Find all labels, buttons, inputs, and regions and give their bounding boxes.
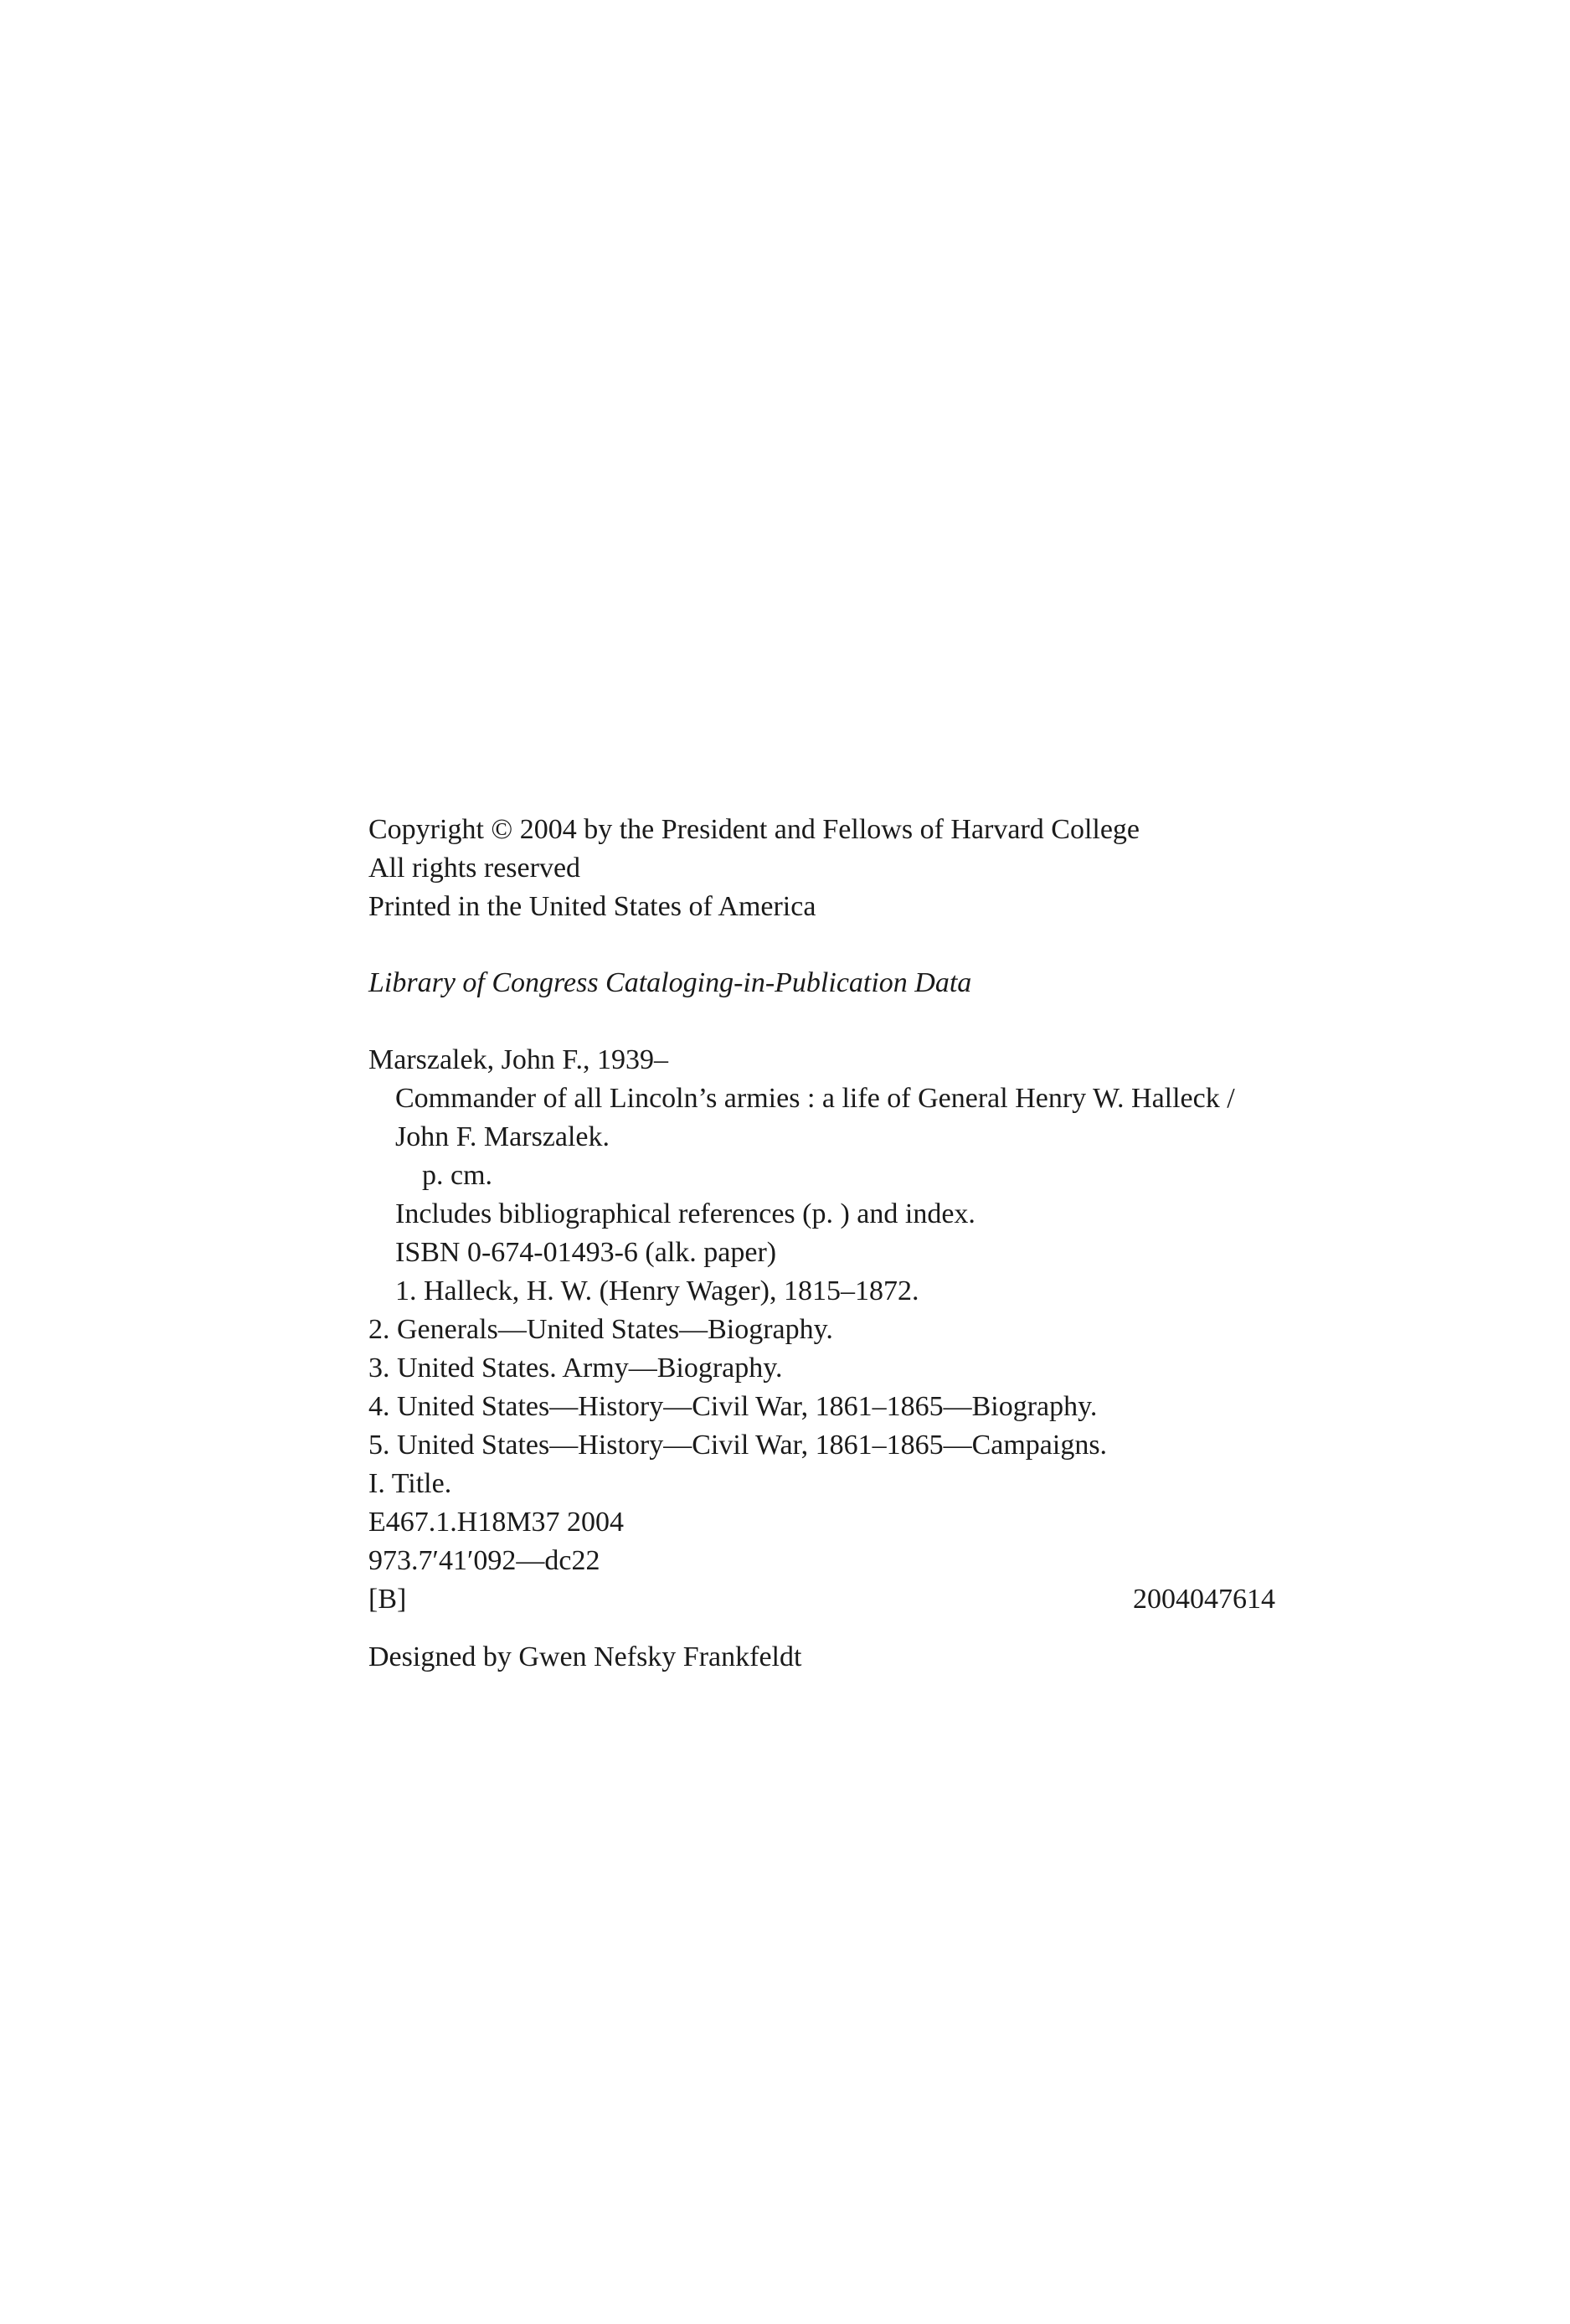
cip-pagination: p. cm. — [422, 1160, 493, 1191]
cip-title-entry: I. Title. — [368, 1468, 452, 1499]
copyright-notice — [368, 811, 1281, 926]
cip-dewey-classification: 973.7′41′092—dc22 — [368, 1545, 600, 1576]
printed-in-line: Printed in the United States of America — [368, 891, 816, 922]
cip-lc-classification: E467.1.H18M37 2004 — [368, 1507, 625, 1538]
cip-code-row — [368, 1580, 1275, 1619]
cip-author: Marszalek, John F., 1939– — [368, 1044, 669, 1075]
cip-lccn: 2004047614 — [1133, 1584, 1275, 1615]
cip-subject: 2. Generals—United States—Biography. — [368, 1314, 833, 1345]
cip-subject: 5. United States—History—Civil War, 1861–1865—Campaigns. — [368, 1430, 1108, 1461]
cip-notes: Includes bibliographical references (p. ) and index. — [395, 1198, 975, 1229]
cip-subject: 3. United States. Army—Biography. — [368, 1353, 783, 1384]
rights-reserved-line: All rights reserved — [368, 853, 581, 884]
cip-title-line-1: Commander of all Lincoln’s armies : a life of General Henry W. Halleck / — [395, 1083, 1235, 1114]
designer-credit: Designed by Gwen Nefsky Frankfeldt — [368, 1641, 802, 1672]
cip-subject: 1. Halleck, H. W. (Henry Wager), 1815–1872. — [395, 1275, 919, 1306]
copyright-line: Copyright © 2004 by the President and Fellows of Harvard College — [368, 814, 1140, 845]
cip-code: [B] — [368, 1584, 407, 1615]
cip-record — [368, 1041, 1281, 1619]
cip-isbn: ISBN 0-674-01493-6 (alk. paper) — [395, 1237, 777, 1268]
cip-heading: Library of Congress Cataloging-in-Publication Data — [368, 967, 972, 998]
cip-title-line-2: John F. Marszalek. — [395, 1121, 610, 1152]
cip-subject: 4. United States—History—Civil War, 1861–1865—Biography. — [368, 1391, 1098, 1422]
